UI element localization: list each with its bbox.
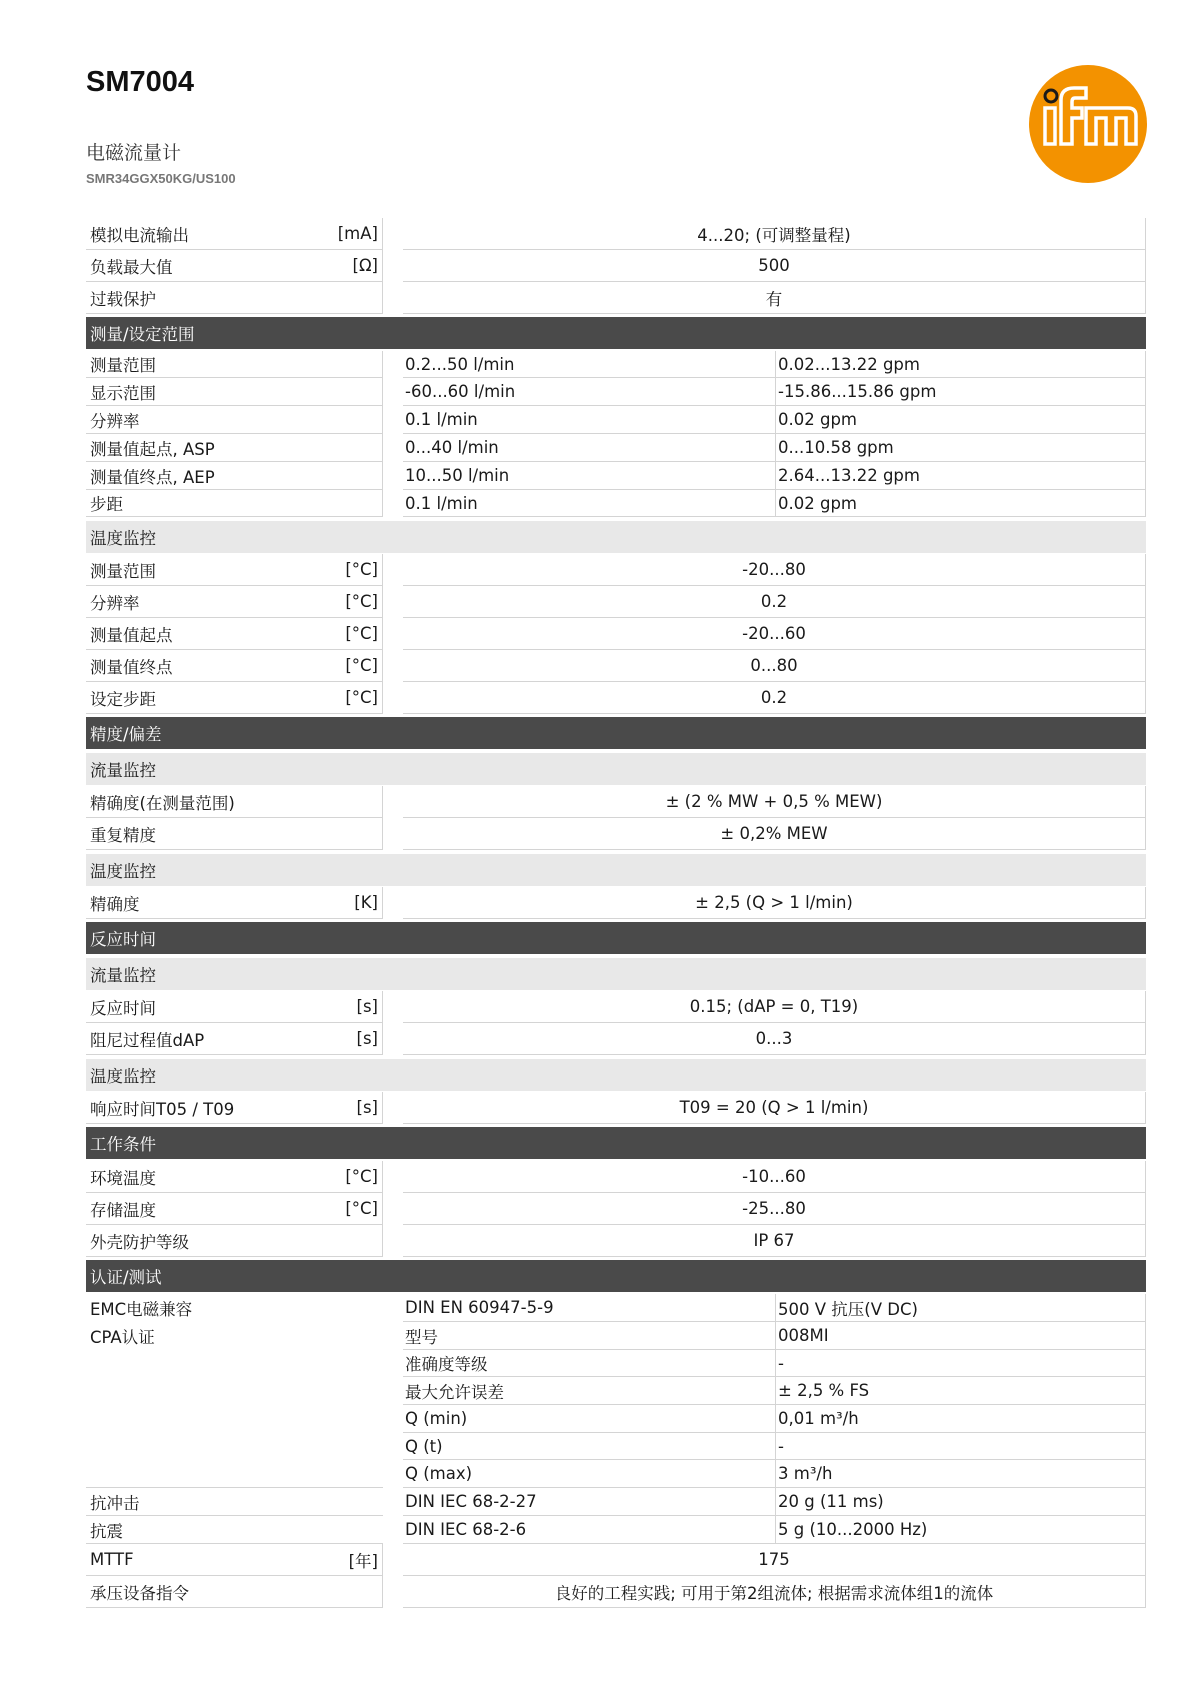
spec-label: 抗震 <box>90 1521 123 1541</box>
spec-value: T09 = 20 (Q > 1 l/min) <box>403 1092 1146 1124</box>
spec-label: 外壳防护等级 <box>90 1232 189 1252</box>
spec-label: 存储温度 <box>90 1200 156 1220</box>
spec-row <box>86 1225 1146 1257</box>
spec-value-standard: DIN IEC 68-2-6 <box>403 1516 776 1544</box>
spec-row <box>86 786 1146 818</box>
product-title: SM7004 <box>86 66 195 98</box>
subsection-header-flow: 流量监控 <box>86 958 1146 990</box>
spec-row <box>86 1193 1146 1225</box>
spec-row <box>86 462 1146 490</box>
spec-row <box>86 554 1146 586</box>
spec-value-metric: 0...40 l/min <box>403 434 776 462</box>
spec-value: ± (2 % MW + 0,5 % MEW) <box>403 786 1146 818</box>
spec-value-metric: 0.1 l/min <box>403 490 776 517</box>
spec-value-metric: -60...60 l/min <box>403 378 776 406</box>
spec-value-detail: 20 g (11 ms) <box>776 1488 1146 1516</box>
spec-value-imperial: 0.02...13.22 gpm <box>776 351 1146 378</box>
spec-value-imperial: 0.02 gpm <box>776 406 1146 434</box>
spec-value: 0.2 <box>403 586 1146 618</box>
subsection-header-flow: 流量监控 <box>86 753 1146 785</box>
spec-label: 测量值终点, AEP <box>90 467 215 487</box>
spec-value-detail: 500 V 抗压(V DC) <box>776 1294 1146 1322</box>
spec-label: 模拟电流输出 <box>90 225 189 245</box>
section-header-approvals: 认证/测试 <box>86 1260 1146 1292</box>
spec-row <box>86 351 1146 378</box>
spec-row <box>86 1488 1146 1516</box>
spec-value: -20...60 <box>403 618 1146 650</box>
spec-label: 反应时间 <box>90 998 156 1018</box>
spec-label: 分辨率 <box>90 411 140 431</box>
spec-row <box>86 406 1146 434</box>
spec-row <box>86 650 1146 682</box>
spec-value: 175 <box>403 1544 1146 1576</box>
section-header-measuring: 测量/设定范围 <box>86 317 1146 349</box>
spec-label: 负载最大值 <box>90 257 173 277</box>
subsection-header-temp: 温度监控 <box>86 1059 1146 1091</box>
spec-value-detail: 3 m³/h <box>776 1460 1146 1488</box>
spec-row <box>86 1433 1146 1460</box>
spec-value-param: 准确度等级 <box>403 1350 776 1377</box>
spec-label: 环境温度 <box>90 1168 156 1188</box>
spec-label: 分辨率 <box>90 593 140 613</box>
spec-label: EMC电磁兼容 <box>90 1300 193 1319</box>
spec-label: 测量值起点 <box>90 625 173 645</box>
spec-value: 4...20; (可调整量程) <box>403 218 1146 250</box>
spec-label: 抗冲击 <box>90 1493 140 1513</box>
spec-row <box>86 1294 1146 1322</box>
spec-unit: [s] <box>356 1029 378 1048</box>
spec-value-standard: DIN IEC 68-2-27 <box>403 1488 776 1516</box>
product-subtitle: 电磁流量计 <box>86 142 182 164</box>
spec-unit: [°C] <box>345 560 378 579</box>
spec-row <box>86 250 1146 282</box>
spec-label: 阻尼过程值dAP <box>90 1030 205 1050</box>
spec-value-param: 最大允许误差 <box>403 1377 776 1405</box>
spec-label: CPA认证 <box>90 1328 155 1347</box>
section-header-conditions: 工作条件 <box>86 1127 1146 1159</box>
spec-value: 500 <box>403 250 1146 282</box>
section-header-response: 反应时间 <box>86 922 1146 954</box>
spec-value: 有 <box>403 282 1146 314</box>
spec-value-imperial: 0...10.58 gpm <box>776 434 1146 462</box>
spec-row <box>86 1405 1146 1433</box>
spec-label: 测量值终点 <box>90 657 173 677</box>
spec-row <box>86 586 1146 618</box>
subsection-header-temp: 温度监控 <box>86 521 1146 553</box>
spec-label: 测量范围 <box>90 561 156 581</box>
spec-row <box>86 1516 1146 1544</box>
spec-unit: [°C] <box>345 1199 378 1218</box>
spec-label: 测量范围 <box>90 356 156 375</box>
spec-value-param: Q (min) <box>403 1405 776 1433</box>
spec-value-imperial: 0.02 gpm <box>776 490 1146 517</box>
spec-value-param: Q (max) <box>403 1460 776 1488</box>
spec-value: ± 2,5 (Q > 1 l/min) <box>403 887 1146 919</box>
spec-row <box>86 1322 1146 1350</box>
spec-row <box>86 1377 1146 1405</box>
spec-row <box>86 1161 1146 1193</box>
spec-value: IP 67 <box>403 1225 1146 1257</box>
spec-value-detail: - <box>776 1350 1146 1377</box>
spec-unit: [s] <box>356 1098 378 1117</box>
spec-value-detail: - <box>776 1433 1146 1460</box>
spec-row <box>86 682 1146 714</box>
spec-row <box>86 434 1146 462</box>
spec-label: 响应时间T05 / T09 <box>90 1099 235 1119</box>
spec-value-detail: 0,01 m³/h <box>776 1405 1146 1433</box>
spec-value: -10...60 <box>403 1161 1146 1193</box>
section-header-accuracy: 精度/偏差 <box>86 717 1146 749</box>
spec-value: 0.2 <box>403 682 1146 714</box>
spec-value: 良好的工程实践; 可用于第2组流体; 根据需求流体组1的流体 <box>403 1576 1146 1608</box>
subsection-header-temp: 温度监控 <box>86 854 1146 886</box>
spec-value-imperial: 2.64...13.22 gpm <box>776 462 1146 490</box>
spec-unit: [年] <box>348 1551 378 1571</box>
spec-value: 0.15; (dAP = 0, T19) <box>403 991 1146 1023</box>
spec-value-param: 型号 <box>403 1322 776 1350</box>
spec-value: -20...80 <box>403 554 1146 586</box>
spec-value: -25...80 <box>403 1193 1146 1225</box>
spec-row <box>86 618 1146 650</box>
spec-value-detail: ± 2,5 % FS <box>776 1377 1146 1405</box>
spec-label: MTTF <box>90 1550 134 1569</box>
spec-value-imperial: -15.86...15.86 gpm <box>776 378 1146 406</box>
spec-row <box>86 218 1146 250</box>
spec-row <box>86 1092 1146 1124</box>
spec-label: 设定步距 <box>90 689 156 709</box>
spec-label: 显示范围 <box>90 383 156 403</box>
spec-label: 重复精度 <box>90 825 156 845</box>
spec-row <box>86 1544 1146 1576</box>
spec-row <box>86 1576 1146 1608</box>
spec-row <box>86 378 1146 406</box>
spec-unit: [K] <box>354 893 378 912</box>
spec-value-metric: 0.1 l/min <box>403 406 776 434</box>
spec-row <box>86 1023 1146 1055</box>
spec-row <box>86 1350 1146 1377</box>
spec-row <box>86 282 1146 314</box>
spec-label: 精确度(在测量范围) <box>90 793 235 813</box>
spec-row <box>86 818 1146 850</box>
product-code: SMR34GGX50KG/US100 <box>86 171 236 186</box>
spec-row <box>86 1460 1146 1488</box>
spec-row <box>86 887 1146 919</box>
spec-label: 精确度 <box>90 894 140 914</box>
ifm-logo <box>1028 64 1148 184</box>
spec-label: 承压设备指令 <box>90 1583 189 1603</box>
spec-unit: [°C] <box>345 656 378 675</box>
spec-row <box>86 991 1146 1023</box>
spec-unit: [°C] <box>345 592 378 611</box>
spec-value-detail: 008MI <box>776 1322 1146 1350</box>
spec-value-standard: DIN EN 60947-5-9 <box>403 1294 776 1322</box>
spec-table <box>86 218 1146 1608</box>
spec-value-param: Q (t) <box>403 1433 776 1460</box>
spec-value: 0...3 <box>403 1023 1146 1055</box>
spec-value-metric: 10...50 l/min <box>403 462 776 490</box>
spec-value-metric: 0.2...50 l/min <box>403 351 776 378</box>
spec-unit: [°C] <box>345 688 378 707</box>
spec-label: 过载保护 <box>90 289 156 309</box>
spec-value: 0...80 <box>403 650 1146 682</box>
spec-unit: [s] <box>356 997 378 1016</box>
spec-value: ± 0,2% MEW <box>403 818 1146 850</box>
spec-unit: [mA] <box>337 224 378 243</box>
spec-unit: [°C] <box>345 1167 378 1186</box>
spec-label: 测量值起点, ASP <box>90 439 215 459</box>
spec-label: 步距 <box>90 495 123 514</box>
spec-unit: [Ω] <box>352 256 378 275</box>
spec-value-detail: 5 g (10...2000 Hz) <box>776 1516 1146 1544</box>
spec-row <box>86 490 1146 517</box>
spec-unit: [°C] <box>345 624 378 643</box>
